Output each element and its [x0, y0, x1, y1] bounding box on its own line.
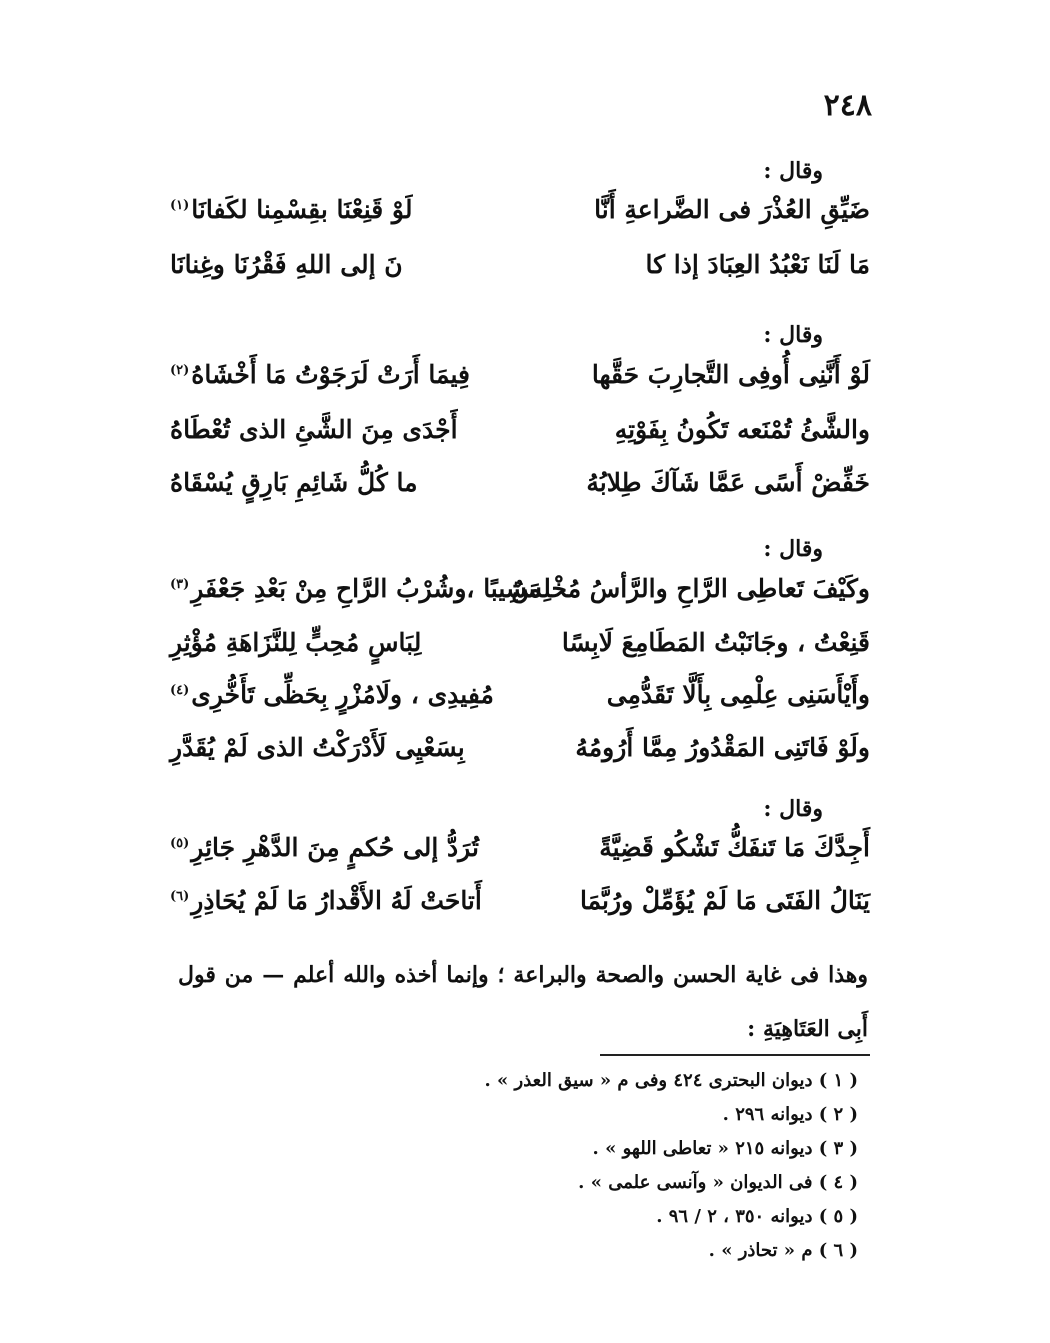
second-hemistich-text: مُفِيدِى ، ولَامُزْرٍ بِحَظِّى تَأَخُّرِى — [191, 680, 494, 709]
verse-line — [170, 250, 870, 294]
second-hemistich-text: تُرَدُّ إلى حُكمٍ مِنَ الدَّهْرِ جَائِرِ — [191, 833, 479, 862]
verse-line — [170, 733, 870, 777]
first-hemistich: وأَيْأَسَنِى عِلْمِى بِأَلَّا تَقَدُّمِى — [606, 680, 870, 709]
first-hemistich: ضَيِّقِ العُذْرَ فى الضَّراعةِ أَنَّا — [594, 195, 870, 224]
footnote: ( ٣ ) ديوانه ٢١٥ « تعاطى اللهو » . — [592, 1138, 858, 1159]
footnotes — [430, 1064, 858, 1268]
verse-line — [170, 574, 870, 618]
closing-paragraph: وهذا فى غاية الحسن والصحة والبراعة ؛ وإنما أخذه والله أعلم — من قول أَبِى العَتَاهِيَةِ : — [178, 962, 868, 1042]
second-hemistich: لِبَاسٍ مُحِبٍّ لِلنَّزَاهَةِ مُؤْثِرِ — [170, 628, 422, 657]
verse-line — [170, 680, 870, 724]
verse-line — [170, 415, 870, 459]
first-hemistich: ولَوْ فَاتَنِى المَقْدُورُ مِمَّا أَرُومُهُ — [575, 733, 870, 762]
second-hemistich — [170, 886, 482, 915]
footnote: ( ١ ) ديوان البحترى ٤٢٤ وفى م « سيق العذر » . — [484, 1070, 858, 1091]
verse-intro: وقال : — [763, 322, 823, 348]
first-hemistich: لَوْ أَنَّنِى أُوفِى التَّجارِبَ حَقَّها — [591, 360, 870, 389]
second-hemistich — [170, 680, 494, 709]
footnote: ( ٦ ) م « تحاذر » . — [708, 1240, 858, 1261]
second-hemistich — [170, 360, 470, 389]
second-hemistich-text: مَشِيبًا ،وشُرْبُ الرَّاحِ مِنْ بَعْدِ جَعْفَرِ — [191, 574, 542, 603]
footnote-marker: (٤) — [170, 682, 190, 698]
verse-line — [170, 468, 870, 512]
footnote-marker: (١) — [170, 197, 190, 213]
second-hemistich: بِسَعْيِى لَأَدْرَكْتُ الذى لَمْ يُقَدَّرِ — [170, 733, 465, 762]
second-hemistich-text: لَوْ قَنِعْنَا بقِسْمِنا لكَفانَا — [191, 195, 413, 224]
verse-intro: وقال : — [763, 796, 823, 822]
second-hemistich: نَ إلى اللهِ فَقْرُنَا وغِنانَا — [170, 250, 403, 279]
verse-line — [170, 195, 870, 239]
first-hemistich: مَا لَنَا نَعْبُدُ العِبَادَ إذا كا — [645, 250, 870, 279]
second-hemistich-text: فِيمَا أَرَتْ لَرَجَوْتُ مَا أَخْشَاهُ — [191, 360, 470, 389]
verse-intro: وقال : — [763, 158, 823, 184]
first-hemistich: وكَيْفَ تَعاطِى الرَّاحِ والرَّأسُ مُخْلِسٌ — [511, 574, 870, 603]
second-hemistich: أَجْدَى مِنَ الشَّئِ الذى تُعْطَاهُ — [170, 415, 458, 444]
second-hemistich: ما كُلُّ شَائِمِ بَارِقٍ يُسْقَاهُ — [170, 468, 418, 497]
first-hemistich: يَنَالُ الفَتَى مَا لَمْ يُؤَمِّلْ ورُبَّمَا — [579, 886, 870, 915]
footnote: ( ٢ ) ديوانه ٢٩٦ . — [722, 1104, 858, 1125]
verse-line — [170, 628, 870, 672]
first-hemistich: أَجِدَّكَ مَا تَنفَكُّ تَشْكُو قَضِيَّةً — [599, 833, 870, 862]
verse-intro: وقال : — [763, 536, 823, 562]
second-hemistich-text: أَتاحَتْ لَهُ الأَقْدارُ مَا لَمْ يُحَاذِرِ — [191, 886, 482, 915]
verse-line — [170, 360, 870, 404]
first-hemistich: قَنِعْتُ ، وجَانَبْتُ المَطَامِعَ لَابِسًا — [561, 628, 870, 657]
verse-line — [170, 886, 870, 930]
footnote-marker: (٦) — [170, 888, 190, 904]
page-number: ٢٤٨ — [823, 88, 872, 123]
footnote: ( ٥ ) ديوانه ٣٥٠ ، ٢ / ٩٦ . — [656, 1206, 858, 1227]
footnote-marker: (٢) — [170, 362, 190, 378]
footnote-marker: (٣) — [170, 576, 190, 592]
footnote-separator — [600, 1054, 870, 1056]
first-hemistich: والشَّئُ تُمْنَعه تَكُونُ بِفَوْتِهِ — [614, 415, 870, 444]
footnote-marker: (٥) — [170, 835, 190, 851]
second-hemistich — [170, 195, 412, 224]
verse-line — [170, 833, 870, 877]
second-hemistich — [170, 574, 542, 603]
second-hemistich — [170, 833, 479, 862]
footnote: ( ٤ ) فى الديوان « وآنسى علمى » . — [578, 1172, 858, 1193]
first-hemistich: خَفِّضْ أَسًى عَمَّا شَآكَ طِلابُهُ — [586, 468, 870, 497]
